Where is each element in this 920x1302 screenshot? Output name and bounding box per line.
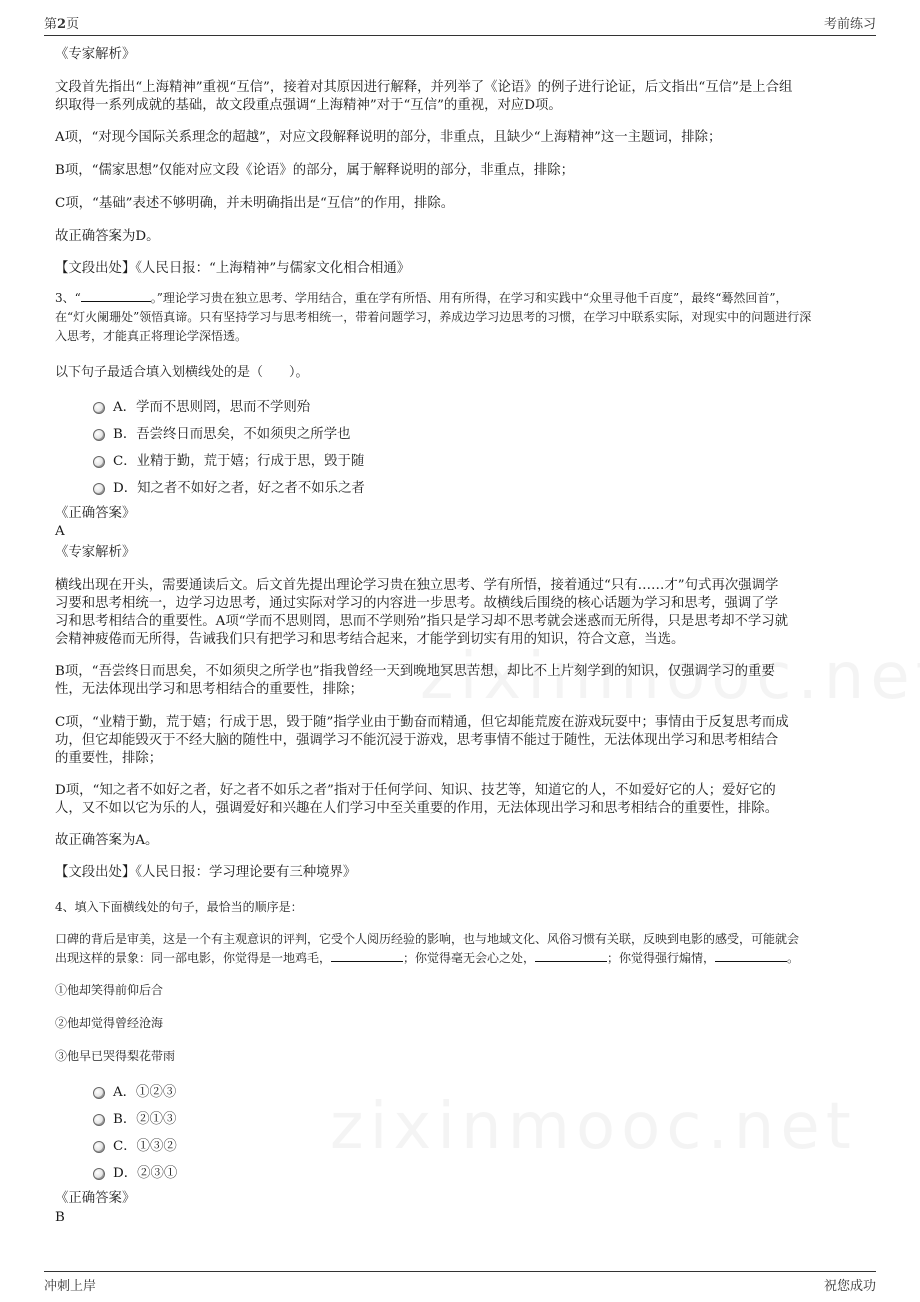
answer-value: B (55, 1210, 65, 1225)
analysis-label: 《专家解析》 (55, 545, 136, 560)
analysis-text: 会精神疲倦而无所得，告诫我们只有把学习和思考结合起来，才能学到切实有用的知识，符合文意，当选。 (55, 632, 685, 647)
question-stem: 在“灯火阑珊处”领悟真谛。只有坚持学习与思考相统一，带着问题学习，养成边学习边思考的习惯，在学习中联系实际，对现实中的问题进行深 (55, 310, 812, 324)
question-stem: 3、“ 。”理论学习贵在独立思考、学用结合，重在学有所悟、用有所得，在学习和实践中“众里寻他千百度”，最终“蓦然回首”， (55, 291, 788, 305)
option-b-analysis: B项，“儒家思想”仅能对应文段《论语》的部分，属于解释说明的部分，非重点，排除； (55, 163, 574, 178)
passage-text: 口碑的背后是审美，这是一个有主观意识的评判，它受个人阅历经验的影响，也与地域文化、风俗习惯有关联，反映到电影的感受，可能就会 (55, 932, 800, 946)
source-citation: 【文段出处】《人民日报：“上海精神”与儒家文化相合相通》 (55, 261, 411, 276)
blank-line (331, 950, 403, 962)
blank-line (535, 950, 607, 962)
option-b-analysis: B项，“吾尝终日而思矣，不如须臾之所学也”指我曾经一天到晚地冥思苦想，却比不上片刻学到的知识，仅强调学习的重要 (55, 664, 775, 679)
option-d[interactable]: D．知之者不如好之者，好之者不如乐之者 (93, 477, 365, 496)
radio-icon[interactable] (93, 1114, 105, 1126)
option-b[interactable]: B．②①③ (93, 1108, 176, 1127)
source-citation: 【文段出处】《人民日报：学习理论要有三种境界》 (55, 865, 357, 880)
option-a-analysis: A项，“对现今国际关系理念的超越”，对应文段解释说明的部分，非重点，且缺少“上海精神”这一主题词，排除； (55, 130, 722, 145)
option-b-analysis: 性，无法体现出学习和思考相结合的重要性，排除； (55, 682, 363, 697)
page-header (44, 13, 876, 36)
watermark (330, 1090, 857, 1164)
radio-icon[interactable] (93, 483, 105, 495)
answer-conclusion: 故正确答案为A。 (55, 833, 159, 848)
option-c[interactable]: C．①③② (93, 1135, 177, 1154)
question-prompt: 以下句子最适合填入划横线处的是（ ）。 (55, 365, 309, 380)
option-d-analysis: 人，又不如以它为乐的人，强调爱好和兴趣在人们学习中至关重要的作用，无法体现出学习和思考相结合的重要性，排除。 (55, 801, 779, 816)
header-title: 考前练习 (823, 17, 876, 32)
radio-icon[interactable] (93, 1168, 105, 1180)
option-d[interactable]: D．②③① (93, 1162, 177, 1181)
sentence-2: ②他却觉得曾经沧海 (55, 1016, 164, 1030)
option-b[interactable]: B．吾尝终日而思矣，不如须臾之所学也 (93, 423, 350, 442)
analysis-text: 习和思考相结合的重要性。A项“学而不思则罔，思而不学则殆”指只是学习却不思考就会迷惑而无所得，只是思考却不学习就 (55, 614, 789, 629)
answer-label: 《正确答案》 (55, 1191, 136, 1206)
radio-icon[interactable] (93, 1141, 105, 1153)
option-c-analysis: C项，“业精于勤，荒于嬉；行成于思，毁于随”指学业由于勤奋而精通，但它却能荒废在游戏玩耍中；事情由于反复思考而成 (55, 715, 789, 730)
question-stem: 4、填入下面横线处的句子，最恰当的顺序是： (55, 900, 303, 914)
sentence-3: ③他早已哭得梨花带雨 (55, 1049, 176, 1063)
answer-label: 《正确答案》 (55, 506, 136, 521)
answer-conclusion: 故正确答案为D。 (55, 229, 160, 244)
option-c-analysis: 功，但它却能毁灭于不经大脑的随性中，强调学习不能沉浸于游戏，思考事情不能过于随性，无法体现出学习和思考相结合 (55, 733, 779, 748)
page-number: 第2页 (44, 17, 80, 32)
analysis-text: 横线出现在开头，需要通读后文。后文首先提出理论学习贵在独立思考、学有所悟，接着通过“只有……才”句式再次强调学 (55, 578, 779, 593)
option-c-analysis: 的重要性，排除； (55, 751, 163, 766)
radio-icon[interactable] (93, 402, 105, 414)
option-c[interactable]: C．业精于勤，荒于嬉；行成于思，毁于随 (93, 450, 364, 469)
footer-right: 祝您成功 (823, 1279, 876, 1294)
option-d-analysis: D项，“知之者不如好之者，好之者不如乐之者”指对于任何学问、知识、技艺等，知道它的人，不如爱好它的人；爱好它的 (55, 783, 776, 798)
blank-line (81, 289, 151, 302)
answer-value: A (55, 524, 65, 539)
analysis-label: 《专家解析》 (55, 47, 136, 62)
radio-icon[interactable] (93, 429, 105, 441)
option-c-analysis: C项，“基础”表述不够明确，并未明确指出是“互信”的作用，排除。 (55, 196, 455, 211)
analysis-text: 文段首先指出“上海精神”重视“互信”，接着对其原因进行解释，并列举了《论语》的例子进行论证，后文指出“互信”是上合组 (55, 80, 793, 95)
radio-icon[interactable] (93, 1087, 105, 1099)
analysis-text: 习要和思考相统一，边学习边思考，通过实际对学习的内容进一步思考。故横线后围绕的核心话题为学习和思考，强调了学 (55, 596, 779, 611)
analysis-text: 织取得一系列成就的基础，故文段重点强调“上海精神”对于“互信”的重视，对应D项。 (55, 98, 562, 113)
option-a[interactable]: A．①②③ (93, 1081, 176, 1100)
page-footer (44, 1271, 876, 1294)
sentence-1: ①他却笑得前仰后合 (55, 983, 164, 997)
passage-text: 出现这样的景象：同一部电影，你觉得是一地鸡毛， ；你觉得毫无会心之处， ；你觉得强行煽情， 。 (55, 951, 800, 965)
option-a[interactable]: A．学而不思则罔，思而不学则殆 (93, 396, 310, 415)
radio-icon[interactable] (93, 456, 105, 468)
blank-line (715, 950, 787, 962)
question-stem: 入思考，才能真正将理论学深悟透。 (55, 329, 248, 343)
footer-left: 冲刺上岸 (44, 1279, 97, 1294)
